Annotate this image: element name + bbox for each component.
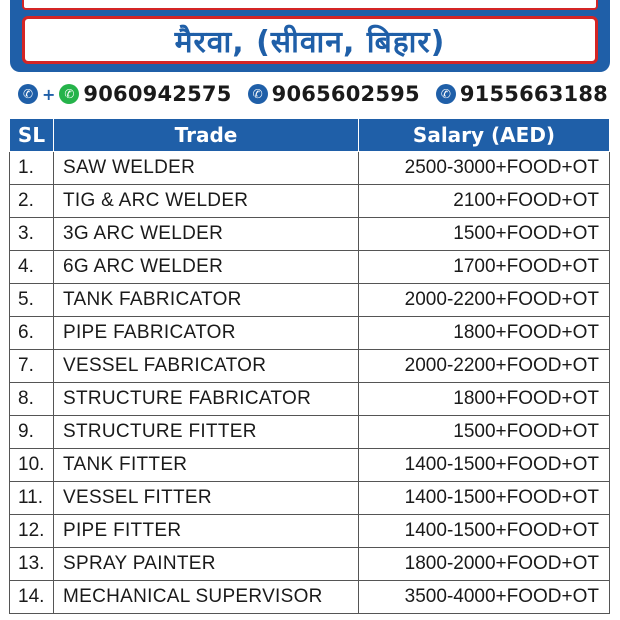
row-salary: 3500-4000+FOOD+OT xyxy=(359,581,610,614)
table-row xyxy=(10,152,610,185)
row-trade: VESSEL FITTER xyxy=(54,482,359,515)
table-row xyxy=(10,350,610,383)
plus-sign: + xyxy=(42,84,56,104)
row-trade: SAW WELDER xyxy=(54,152,359,185)
row-trade: STRUCTURE FITTER xyxy=(54,416,359,449)
table-row xyxy=(10,218,610,251)
row-trade: SPRAY PAINTER xyxy=(54,548,359,581)
phone-number-1: 9060942575 xyxy=(83,82,232,106)
phone-icon: ✆ xyxy=(436,84,456,104)
row-sl: 1. xyxy=(10,152,54,185)
row-sl: 6. xyxy=(10,317,54,350)
row-trade: TANK FABRICATOR xyxy=(54,284,359,317)
table-row xyxy=(10,548,610,581)
table-row xyxy=(10,383,610,416)
row-sl: 10. xyxy=(10,449,54,482)
table-row xyxy=(10,251,610,284)
row-sl: 3. xyxy=(10,218,54,251)
row-salary: 1400-1500+FOOD+OT xyxy=(359,449,610,482)
row-salary: 1400-1500+FOOD+OT xyxy=(359,515,610,548)
row-sl: 8. xyxy=(10,383,54,416)
location-text: मैरवा, (सीवान, बिहार) xyxy=(174,24,446,60)
header-trade: Trade xyxy=(54,119,359,152)
table-row xyxy=(10,482,610,515)
row-sl: 13. xyxy=(10,548,54,581)
row-salary: 2100+FOOD+OT xyxy=(359,185,610,218)
row-salary: 1800-2000+FOOD+OT xyxy=(359,548,610,581)
table-row xyxy=(10,449,610,482)
header-top-strip xyxy=(22,0,598,10)
row-sl: 2. xyxy=(10,185,54,218)
row-trade: MECHANICAL SUPERVISOR xyxy=(54,581,359,614)
table-row xyxy=(10,416,610,449)
row-salary: 1500+FOOD+OT xyxy=(359,218,610,251)
row-salary: 2000-2200+FOOD+OT xyxy=(359,284,610,317)
jobs-table xyxy=(9,118,610,614)
row-trade: TANK FITTER xyxy=(54,449,359,482)
row-trade: VESSEL FABRICATOR xyxy=(54,350,359,383)
header-sl: SL xyxy=(10,119,54,152)
row-salary: 2000-2200+FOOD+OT xyxy=(359,350,610,383)
contact-1[interactable] xyxy=(18,82,232,106)
location-box xyxy=(22,16,598,64)
row-sl: 5. xyxy=(10,284,54,317)
whatsapp-icon: ✆ xyxy=(59,84,79,104)
table-row xyxy=(10,581,610,614)
table-row xyxy=(10,185,610,218)
row-trade: 3G ARC WELDER xyxy=(54,218,359,251)
row-trade: PIPE FITTER xyxy=(54,515,359,548)
contact-2[interactable] xyxy=(248,82,420,106)
row-sl: 12. xyxy=(10,515,54,548)
row-trade: TIG & ARC WELDER xyxy=(54,185,359,218)
row-salary: 2500-3000+FOOD+OT xyxy=(359,152,610,185)
row-salary: 1500+FOOD+OT xyxy=(359,416,610,449)
row-sl: 7. xyxy=(10,350,54,383)
table-row xyxy=(10,317,610,350)
row-salary: 1800+FOOD+OT xyxy=(359,383,610,416)
table-row xyxy=(10,515,610,548)
contact-bar xyxy=(18,78,608,110)
row-trade: PIPE FABRICATOR xyxy=(54,317,359,350)
phone-number-2: 9065602595 xyxy=(271,82,420,106)
row-trade: STRUCTURE FABRICATOR xyxy=(54,383,359,416)
header-salary: Salary (AED) xyxy=(359,119,610,152)
table-row xyxy=(10,284,610,317)
row-salary: 1700+FOOD+OT xyxy=(359,251,610,284)
phone-icon: ✆ xyxy=(18,84,38,104)
phone-icon: ✆ xyxy=(248,84,268,104)
row-sl: 14. xyxy=(10,581,54,614)
row-salary: 1800+FOOD+OT xyxy=(359,317,610,350)
table-header-row xyxy=(10,119,610,152)
phone-number-3: 9155663188 xyxy=(459,82,608,106)
row-sl: 4. xyxy=(10,251,54,284)
row-sl: 9. xyxy=(10,416,54,449)
contact-3[interactable] xyxy=(436,82,608,106)
row-salary: 1400-1500+FOOD+OT xyxy=(359,482,610,515)
row-sl: 11. xyxy=(10,482,54,515)
row-trade: 6G ARC WELDER xyxy=(54,251,359,284)
